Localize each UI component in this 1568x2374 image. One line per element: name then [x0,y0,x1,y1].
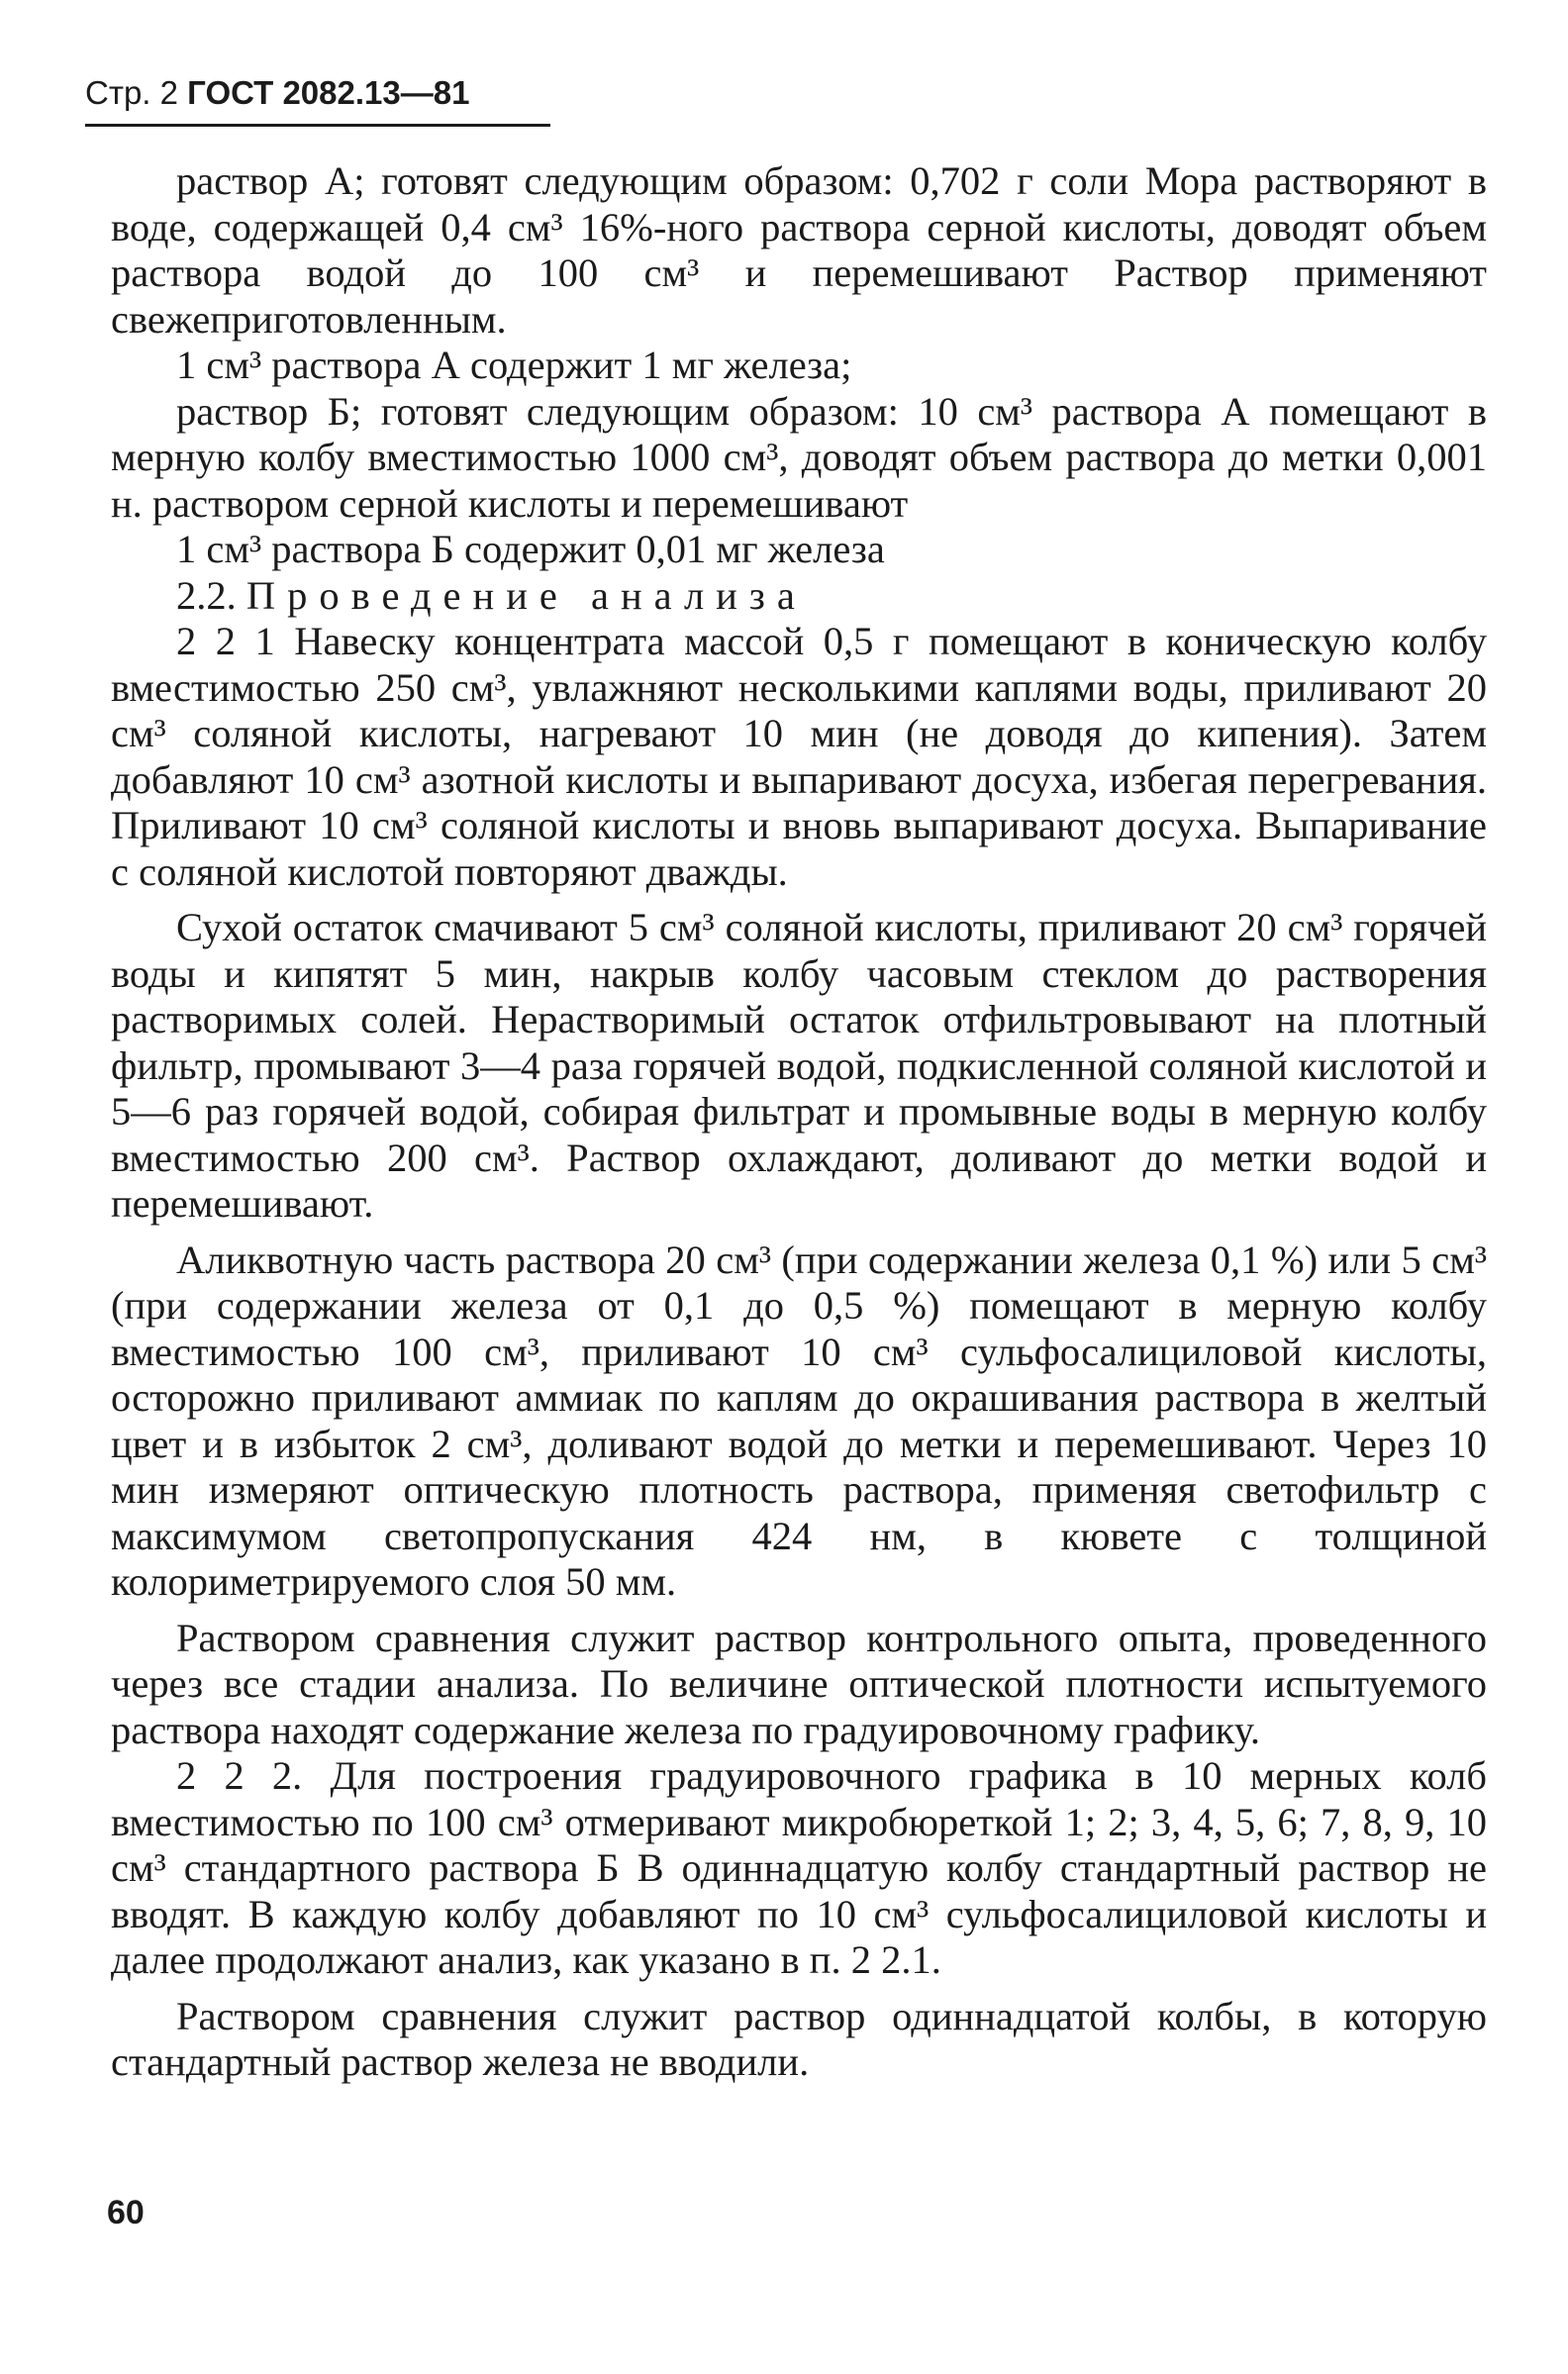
paragraph-solution-a-content: 1 см³ раствора А содержит 1 мг железа; [176,343,852,387]
paragraph-aliquot: Аликвотную часть раствора 20 см³ (при содержании железа 0,1 %) или 5 см³ (при содержании железа от 0,1 до 0,5 %) помещают в мерную колбу вместимостью 100 см³, приливают 10 см³ сульфосалициловой кислоты, осторожно приливают аммиак по каплям до окрашивания раствора в желтый цвет и в избыток 2 см³, доливают водой до метки и перемешивают. Через 10 мин измеряют оптическую плотность раствора, применяя светофильтр с максимумом светопропускания 424 нм, в кювете с толщиной колориметрируемого слоя 50 мм. [111,1236,1487,1604]
standard-code: ГОСТ 2082.13—81 [187,74,470,111]
paragraph-eleventh-flask: Раствором сравнения служит раствор одиннадцатой колбы, в которую стандартный раствор железа не вводили. [111,1993,1487,2084]
paragraph-2-2-1: 2 2 1 Навеску концентрата массой 0,5 г помещают в коническую колбу вместимостью 250 см³, увлажняют несколькими каплями воды, приливают 20 см³ соляной кислоты, нагревают 10 мин (не доводя до кипения). Затем добавляют 10 см³ азотной кислоты и выпаривают досуха, избегая перегревания. Приливают 10 см³ соляной кислоты и вновь выпаривают досуха. Выпаривание с соляной кислотой повторяют дважды. [111,619,1487,894]
paragraph-solution-b: раствор Б; готовят следующим образом: 10 см³ раствора А помещают в мерную колбу вместимостью 1000 см³, доводят объем раствора до метки 0,001 н. раствором серной кислоты и перемешивают [111,388,1487,526]
paragraph-solution-b-content: 1 см³ раствора Б содержит 0,01 мг железа [176,527,885,571]
paragraph-dry-residue: Сухой остаток смачивают 5 см³ соляной кислоты, приливают 20 см³ горячей воды и кипятят 5 мин, накрыв колбу часовым стеклом до растворения растворимых солей. Нерастворимый остаток отфильтровывают на плотный фильтр, промывают 3—4 раза горячей водой, подкисленной соляной кислотой и 5—6 раз горячей водой, собирая фильтрат и промывные воды в мерную колбу вместимостью 200 см³. Раствор охлаждают, доливают до метки водой и перемешивают. [111,905,1487,1226]
paragraph-2-2-2: 2 2 2. Для построения градуировочного графика в 10 мерных колб вместимостью по 100 см³ отмеривают микробюреткой 1; 2; 3, 4, 5, 6; 7, 8, 9, 10 см³ стандартного раствора Б В одиннадцатую колбу стандартный раствор не вводят. В каждую колбу добавляют по 10 см³ сульфосалициловой кислоты и далее продолжают анализ, как указано в п. 2 2.1. [111,1753,1487,1982]
section-number: 2.2. [176,572,237,618]
section-title: Проведение анализа [245,572,807,618]
section-heading [111,573,1487,620]
page-number: 60 [107,2194,145,2231]
paragraph-solution-a: раствор А; готовят следующим образом: 0,702 г соли Мора растворяют в воде, содержащей 0,4 см³ 16%-ного раствора серной кислоты, доводят объем раствора водой до 100 см³ и перемешивают Раствор применяют свежеприготовленным. [111,158,1487,342]
page-label: Стр. 2 [85,74,178,111]
page-header [85,73,550,113]
document-body [111,158,1487,2086]
header-rule [85,124,550,127]
paragraph-reference-solution: Раствором сравнения служит раствор контрольного опыта, проведенного через все стадии анализа. По величине оптической плотности испытуемого раствора находят содержание железа по градуировочному графику. [111,1615,1487,1752]
